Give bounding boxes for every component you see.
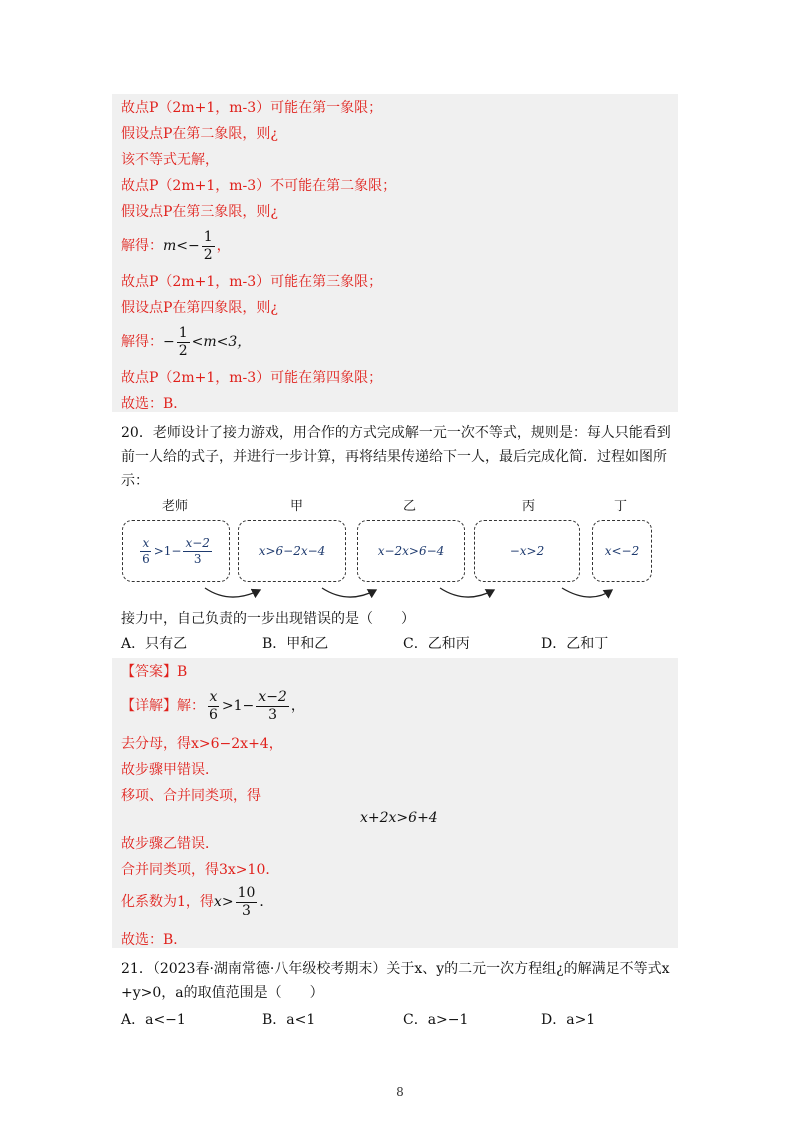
fraction: $\frac{x}{6}$ bbox=[142, 535, 150, 566]
solution-line: 故点P（2m+1，m-3）可能在第四象限； bbox=[121, 370, 383, 386]
detail-line: 【详解】解： $\frac{x}{6}$ >1− $\frac{x-2}{3}$ ， bbox=[121, 688, 305, 723]
solution-line: 故选：B． bbox=[121, 396, 188, 412]
detail-line: 移项、合并同类项，得 bbox=[121, 788, 261, 804]
solution-line: 故点P（2m+1，m-3）可能在第三象限； bbox=[121, 274, 383, 290]
option-d[interactable]: D．乙和丁 bbox=[541, 636, 609, 652]
solution-line: 故点P（2m+1，m-3）可能在第一象限； bbox=[121, 100, 383, 116]
detail-line: 故选：B． bbox=[121, 932, 188, 948]
option-b[interactable]: B．甲和乙 bbox=[262, 636, 329, 652]
stage-label-bing: 丙 bbox=[522, 499, 536, 514]
option-a[interactable]: A．a<−1 bbox=[121, 1012, 186, 1028]
stage-label-ding: 丁 bbox=[614, 499, 628, 514]
option-a[interactable]: A．只有乙 bbox=[121, 636, 188, 652]
question-20-text: 20．老师设计了接力游戏，用合作的方式完成解一元一次不等式，规则是：每人只能看到 bbox=[121, 425, 671, 441]
relay-arrow bbox=[322, 588, 376, 597]
answer-line: 【答案】B bbox=[121, 664, 188, 680]
fraction: $\frac{1}{2}$ bbox=[203, 228, 213, 263]
solution-line: 假设点P在第三象限，则¿ bbox=[121, 204, 278, 220]
detail-line: 故步骤甲错误． bbox=[121, 762, 219, 778]
stage-box-jia: x>6−2x−4 bbox=[238, 520, 346, 582]
question-20-prompt: 接力中，自己负责的一步出现错误的是（ ） bbox=[121, 611, 415, 627]
page-number: 8 bbox=[396, 1085, 404, 1099]
relay-arrow bbox=[440, 588, 494, 597]
stage-box-bing: −x>2 bbox=[474, 520, 580, 582]
relay-arrow bbox=[562, 588, 612, 597]
option-c[interactable]: C．a>−1 bbox=[403, 1012, 469, 1028]
option-d[interactable]: D．a>1 bbox=[541, 1012, 596, 1028]
detail-line: 故步骤乙错误． bbox=[121, 836, 219, 852]
fraction: $\frac{x}{6}$ bbox=[209, 688, 218, 723]
fraction: $\frac{x-2}{3}$ bbox=[258, 688, 287, 723]
stage-label-teacher: 老师 bbox=[162, 499, 189, 514]
stage-label-yi: 乙 bbox=[403, 499, 417, 514]
stage-label-jia: 甲 bbox=[290, 499, 304, 514]
solution-line: 故点P（2m+1，m-3）不可能在第二象限； bbox=[121, 178, 397, 194]
detail-line-fraction: 化系数为1，得x> $\frac{10}{3}$ ． bbox=[121, 884, 274, 919]
fraction: $\frac{x-2}{3}$ bbox=[185, 535, 210, 566]
solution-line: 该不等式无解， bbox=[121, 152, 219, 168]
fraction: $\frac{10}{3}$ bbox=[237, 884, 256, 919]
detail-line: 合并同类项，得3x>10． bbox=[121, 862, 280, 878]
question-20-text: 前一人给的式子，并进行一步计算，再将结果传递给下一人，最后完成化简．过程如图所 bbox=[121, 449, 667, 465]
option-b[interactable]: B．a<1 bbox=[262, 1012, 316, 1028]
solution-line: 假设点P在第四象限，则¿ bbox=[121, 300, 278, 316]
stage-box-yi: x−2x>6−4 bbox=[357, 520, 465, 582]
question-21-text: 21．（2023春·湖南常德·八年级校考期末）关于x、y的二元一次方程组¿的解满足不等式x bbox=[121, 961, 670, 977]
stage-box-ding: x<−2 bbox=[592, 520, 652, 582]
stage-box-teacher: $\frac{x}{6}$ >1− $\frac{x-2}{3}$ bbox=[122, 520, 230, 582]
detail-equation: x+2x>6+4 bbox=[360, 810, 438, 826]
relay-arrow bbox=[205, 588, 260, 597]
fraction: $\frac{1}{2}$ bbox=[178, 324, 188, 359]
solution-line-fraction: 解得：m<− $\frac{1}{2}$ ， bbox=[121, 228, 231, 263]
question-21-text: +y>0，a的取值范围是（ ） bbox=[121, 985, 324, 1001]
option-c[interactable]: C．乙和丙 bbox=[403, 636, 470, 652]
solution-line-fraction: 解得：− $\frac{1}{2}$ <m<3， bbox=[121, 324, 252, 359]
detail-line: 去分母，得x>6−2x+4， bbox=[121, 736, 283, 752]
solution-line: 假设点P在第二象限，则¿ bbox=[121, 126, 278, 142]
question-20-text: 示： bbox=[121, 473, 149, 489]
